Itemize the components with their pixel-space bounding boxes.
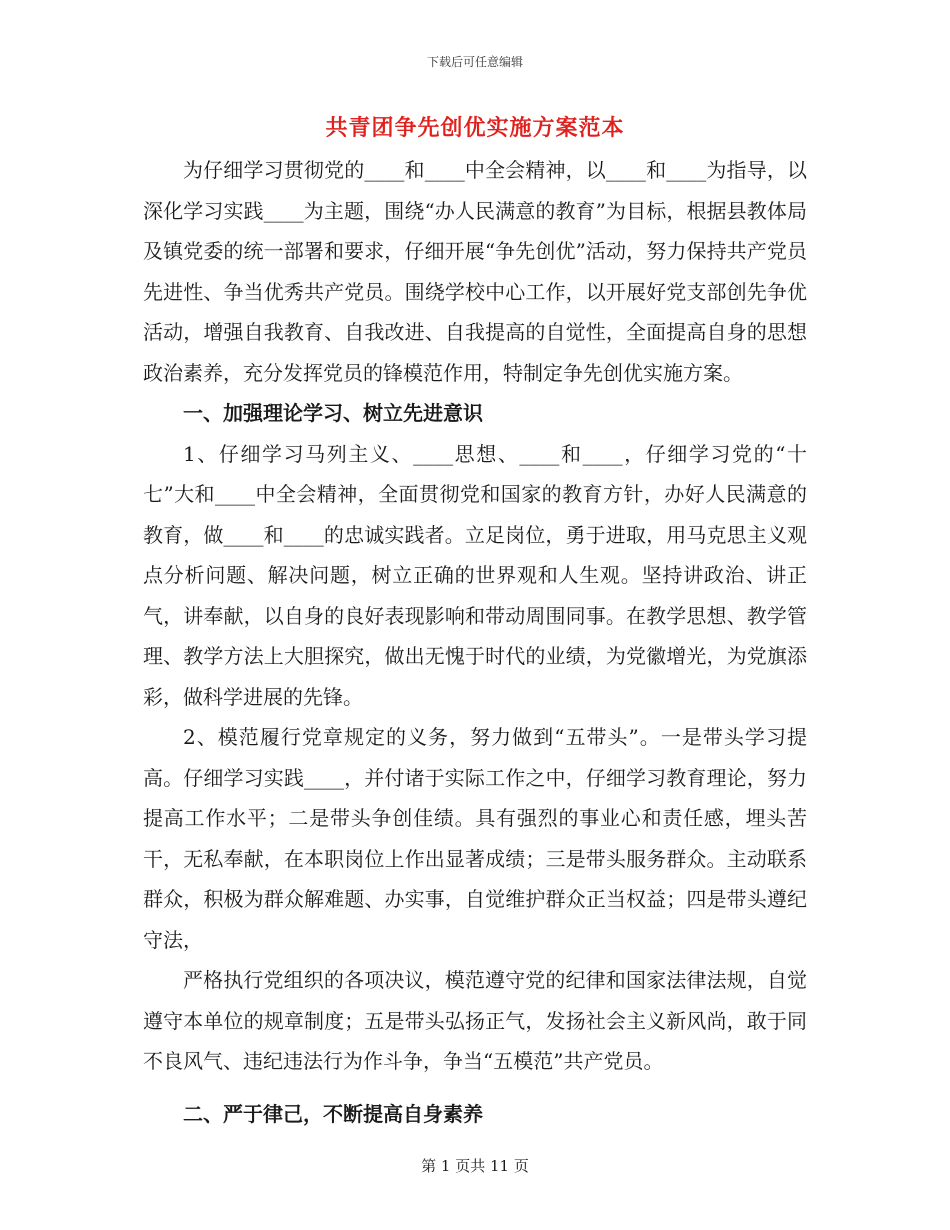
page-footer: 第 1 页共 11 页: [421, 1157, 529, 1175]
section-1-paragraph-3: 严格执行党组织的各项决议，模范遵守党的纪律和国家法律法规，自觉遵守本单位的规章制度；五是带头弘扬正气，发扬社会主义新风尚，敢于同不良风气、违纪违法行为作斗争，争当“五模范”共产党员。: [143, 968, 807, 1073]
section-2-heading: 二、严于律己，不断提高自身素养: [183, 1101, 483, 1126]
document-title: 共青团争先创优实施方案范本: [325, 115, 625, 141]
page-header: 下载后可任意编辑: [426, 55, 523, 69]
document-body: [143, 112, 807, 1134]
section-1-heading: 一、加强理论学习、树立先进意识: [183, 401, 483, 425]
section-1-paragraph-2: 2、模范履行党章规定的义务，努力做到“五带头”。一是带头学习提高。仔细学习实践____，并付诸于实际工作之中，仔细学习教育理论，努力提高工作水平；二是带头争创佳绩。具有强烈的事业心和责任感，埋头苦干，无私奉献，在本职岗位上作出显著成绩；三是带头服务群众。主动联系群众，积极为群众解难题、办实事，自觉维护群众正当权益；四是带头遵纪守法，: [143, 725, 807, 952]
intro-paragraph: 为仔细学习贯彻党的____和____中全会精神，以____和____为指导，以深化学习实践____为主题，围绕“办人民满意的教育”为目标，根据县教体局及镇党委的统一部署和要求，仔细开展“争先创优”活动，努力保持共产党员先进性、争当优秀共产党员。围绕学校中心工作，以开展好党支部创先争优活动，增强自我教育、自我改进、自我提高的自觉性，全面提高自身的思想政治素养，充分发挥党员的锋模范作用，特制定争先创优实施方案。: [143, 158, 807, 385]
section-1-paragraph-1: 1、仔细学习马列主义、____思想、____和____，仔细学习党的“十七”大和____中全会精神，全面贯彻党和国家的教育方针，办好人民满意的教育，做____和____的忠诚实践者。立足岗位，勇于进取，用马克思主义观点分析问题、解决问题，树立正确的世界观和人生观。坚持讲政治、讲正气，讲奉献，以自身的良好表现影响和带动周围同事。在教学思想、教学管理、教学方法上大胆探究，做出无愧于时代的业绩，为党徽增光，为党旗添彩，做科学进展的先锋。: [143, 441, 807, 709]
